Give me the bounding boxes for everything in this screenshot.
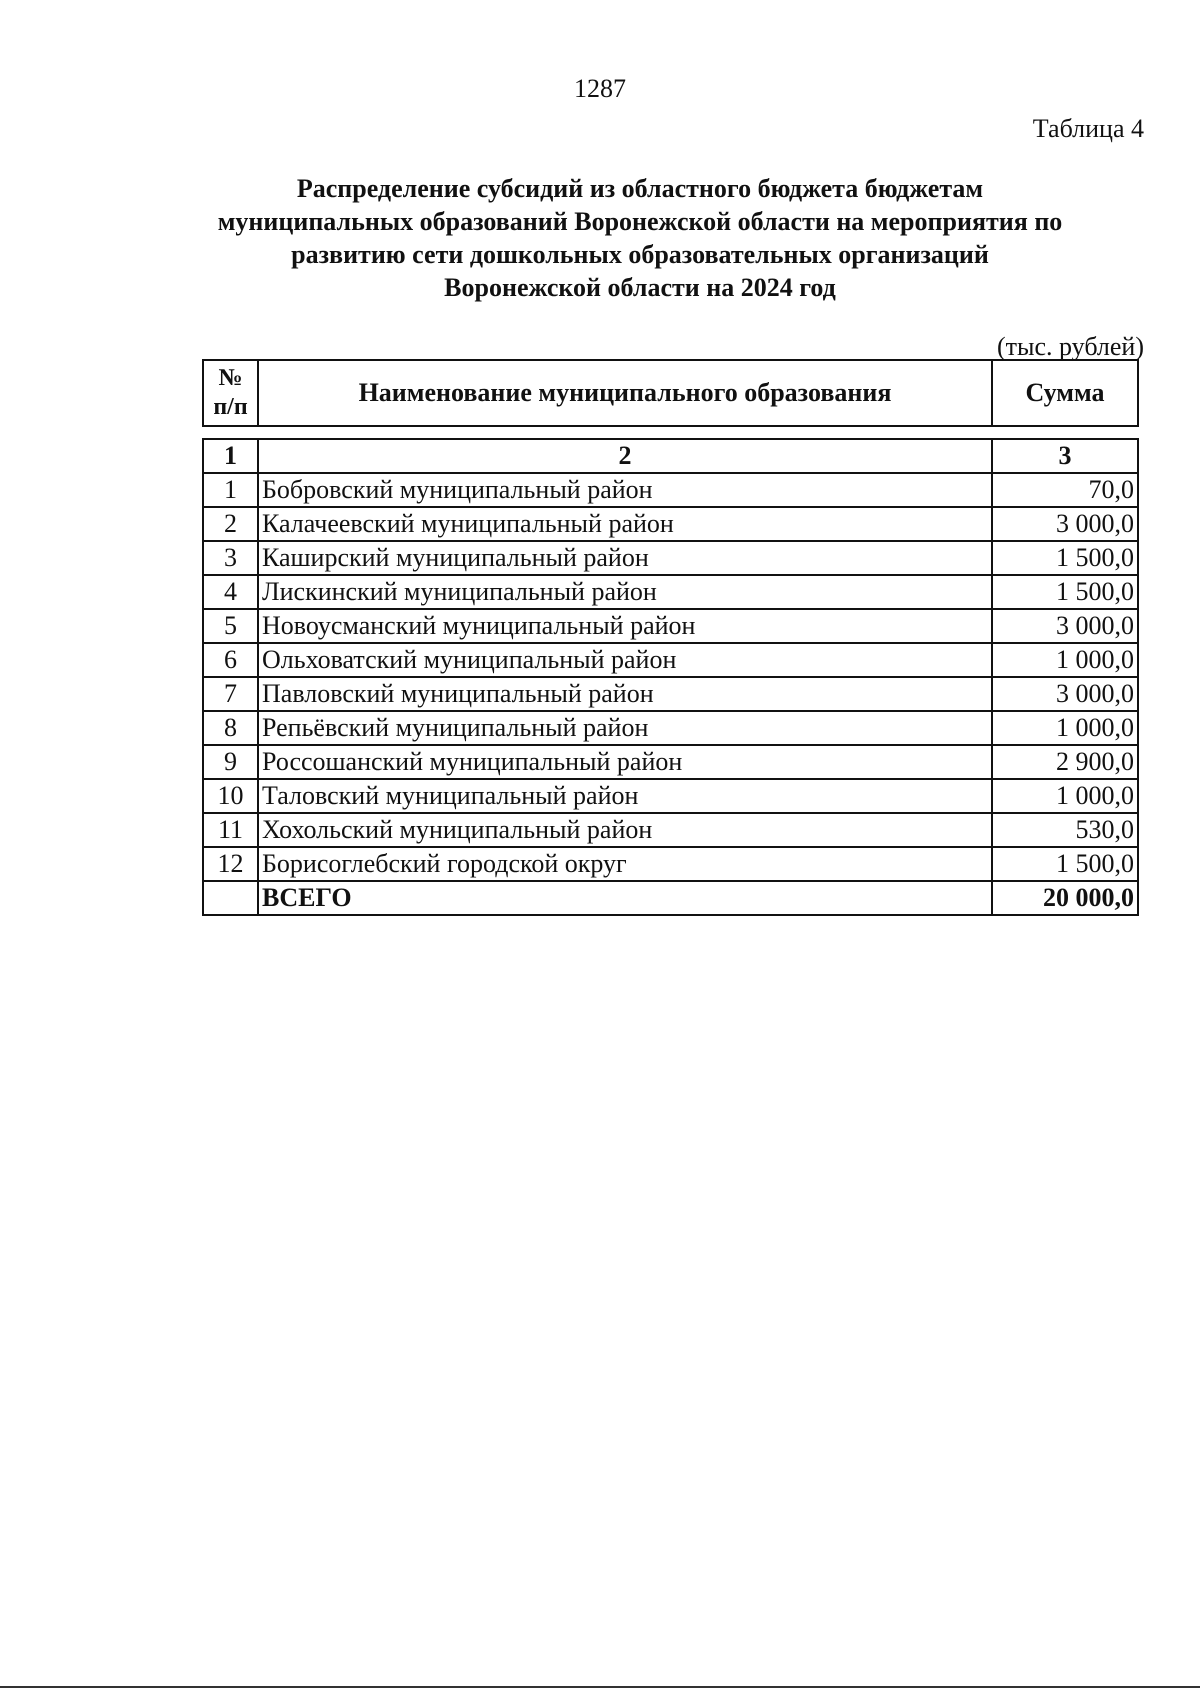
municipality-name: Таловский муниципальный район <box>258 779 992 813</box>
header-amount: Сумма <box>992 360 1138 426</box>
subsidy-amount: 1 500,0 <box>992 847 1138 881</box>
total-row <box>203 881 1138 915</box>
table-label: Таблица 4 <box>1032 114 1144 143</box>
header-name: Наименование муниципального образования <box>258 360 992 426</box>
subsidy-amount: 1 500,0 <box>992 541 1138 575</box>
subsidy-amount: 3 000,0 <box>992 609 1138 643</box>
row-number: 9 <box>203 745 258 779</box>
total-amount: 20 000,0 <box>992 881 1138 915</box>
row-number: 5 <box>203 609 258 643</box>
subsidy-amount: 3 000,0 <box>992 507 1138 541</box>
column-numbers-row <box>203 439 1138 473</box>
row-number: 10 <box>203 779 258 813</box>
subsidy-amount: 1 000,0 <box>992 643 1138 677</box>
subsidy-amount: 3 000,0 <box>992 677 1138 711</box>
row-number: 12 <box>203 847 258 881</box>
municipality-name: Калачеевский муниципальный район <box>258 507 992 541</box>
subsidy-amount: 1 000,0 <box>992 711 1138 745</box>
subsidy-table <box>202 438 1139 916</box>
row-number: 7 <box>203 677 258 711</box>
title-line: Воронежской области на 2024 год <box>444 273 836 302</box>
row-number: 8 <box>203 711 258 745</box>
subsidy-amount: 2 900,0 <box>992 745 1138 779</box>
total-label: ВСЕГО <box>258 881 992 915</box>
column-number: 3 <box>992 439 1138 473</box>
total-empty-cell <box>203 881 258 915</box>
page-number: 1287 <box>574 74 626 103</box>
column-number: 1 <box>203 439 258 473</box>
footer-rule <box>0 1686 1200 1688</box>
subsidy-amount: 70,0 <box>992 473 1138 507</box>
subsidy-amount: 1 000,0 <box>992 779 1138 813</box>
municipality-name: Ольховатский муниципальный район <box>258 643 992 677</box>
title-line: развитию сети дошкольных образовательных организаций <box>291 240 989 269</box>
table-row <box>203 575 1138 609</box>
row-number: 4 <box>203 575 258 609</box>
municipality-name: Каширский муниципальный район <box>258 541 992 575</box>
header-row <box>203 360 1138 426</box>
municipality-name: Павловский муниципальный район <box>258 677 992 711</box>
municipality-name: Новоусманский муниципальный район <box>258 609 992 643</box>
subsidy-amount: 530,0 <box>992 813 1138 847</box>
document-title <box>160 172 1120 304</box>
table-row <box>203 507 1138 541</box>
title-line: Распределение субсидий из областного бюджета бюджетам <box>296 174 984 203</box>
title-line: муниципальных образований Воронежской области на мероприятия по <box>217 207 1063 236</box>
municipality-name: Репьёвский муниципальный район <box>258 711 992 745</box>
header-number-abbrev: п/п <box>213 394 248 420</box>
table-row <box>203 779 1138 813</box>
row-number: 6 <box>203 643 258 677</box>
municipality-name: Лискинский муниципальный район <box>258 575 992 609</box>
table-row <box>203 643 1138 677</box>
table-row <box>203 473 1138 507</box>
units-note: (тыс. рублей) <box>996 332 1144 361</box>
row-number: 11 <box>203 813 258 847</box>
row-number: 2 <box>203 507 258 541</box>
table-row <box>203 711 1138 745</box>
table-row <box>203 541 1138 575</box>
table-row <box>203 813 1138 847</box>
table-row <box>203 677 1138 711</box>
municipality-name: Хохольский муниципальный район <box>258 813 992 847</box>
table-header <box>202 359 1139 427</box>
table-row <box>203 609 1138 643</box>
column-number: 2 <box>258 439 992 473</box>
municipality-name: Борисоглебский городской округ <box>258 847 992 881</box>
header-number <box>203 360 258 426</box>
row-number: 3 <box>203 541 258 575</box>
subsidy-amount: 1 500,0 <box>992 575 1138 609</box>
table-row <box>203 847 1138 881</box>
table-row <box>203 745 1138 779</box>
row-number: 1 <box>203 473 258 507</box>
municipality-name: Бобровский муниципальный район <box>258 473 992 507</box>
header-number-symbol: № <box>218 365 243 391</box>
municipality-name: Россошанский муниципальный район <box>258 745 992 779</box>
